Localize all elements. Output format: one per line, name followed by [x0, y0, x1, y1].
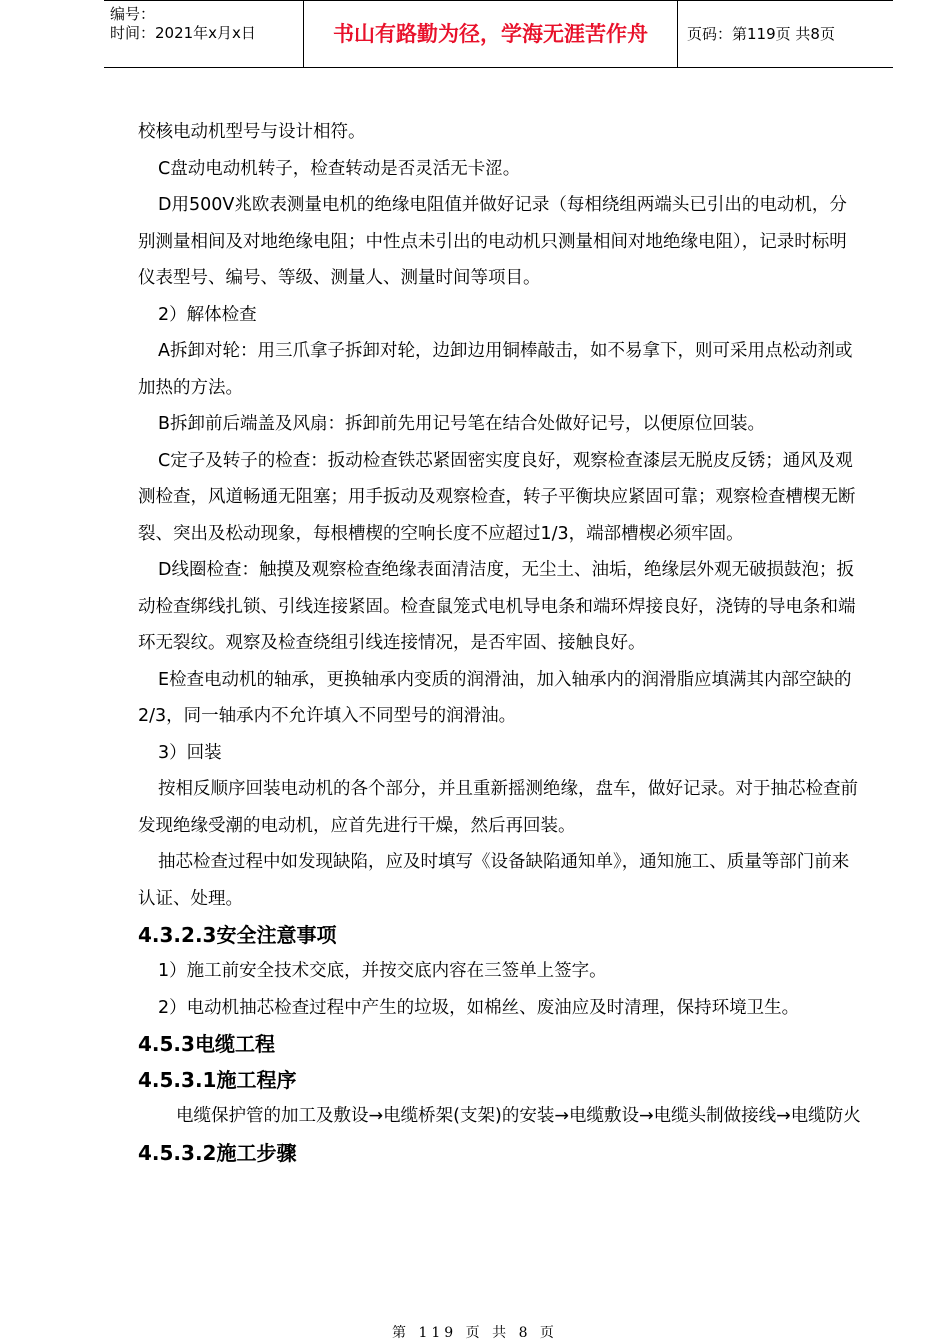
- body-paragraph: 2）电动机抽芯检查过程中产生的垃圾，如棉丝、废油应及时清理，保持环境卫生。: [158, 997, 800, 1018]
- body-paragraph: 按相反顺序回装电动机的各个部分，并且重新摇测绝缘，盘车，做好记录。对于抽芯检查前发现绝缘受潮的电动机，应首先进行干燥，然后再回装。: [138, 779, 858, 836]
- body-paragraph: 校核电动机型号与设计相符。: [138, 122, 366, 142]
- page-header: [104, 0, 893, 68]
- body-paragraph: C定子及转子的检查：扳动检查铁芯紧固密实度良好，观察检查漆层无脱皮反锈；通风及观测检查，风道畅通无阻塞；用手扳动及观察检查，转子平衡块应紧固可靠；观察检查槽楔无断裂、突出及松动现象，每根槽楔的空响长度不应超过1/3，端部槽楔必须牢固。: [138, 450, 856, 544]
- body-paragraph: 3）回装: [158, 742, 222, 763]
- section-heading: 4.5.3.2施工步骤: [138, 1140, 297, 1165]
- body-paragraph: 电缆保护管的加工及敷设→电缆桥架(支架)的安装→电缆敷设→电缆头制做接线→电缆防火: [176, 1106, 861, 1126]
- body-paragraph: 1）施工前安全技术交底，并按交底内容在三签单上签字。: [158, 961, 607, 981]
- section-heading: 4.5.3电缆工程: [138, 1032, 275, 1056]
- body-paragraph: D用500V兆欧表测量电机的绝缘电阻值并做好记录（每相绕组两端头已引出的电动机，分别测量相间及对地绝缘电阻；中性点未引出的电动机只测量相间对地绝缘电阻），记录时标明仪表型号、编号、等级、测量人、测量时间等项目。: [138, 195, 847, 288]
- header-page-info: 页码：第119页 共8页: [687, 25, 835, 43]
- section-heading: 4.5.3.1施工程序: [138, 1068, 297, 1092]
- body-paragraph: C盘动电动机转子，检查转动是否灵活无卡涩。: [158, 158, 521, 179]
- body-paragraph: E检查电动机的轴承，更换轴承内变质的润滑油，加入轴承内的润滑脂应填满其内部空缺的2/3，同一轴承内不允许填入不同型号的润滑油。: [138, 669, 852, 726]
- body-paragraph: 2）解体检查: [158, 304, 257, 325]
- header-meta-cell: [104, 1, 304, 67]
- document-date: 时间：2021年x月x日: [110, 24, 256, 42]
- body-paragraph: 抽芯检查过程中如发现缺陷，应及时填写《设备缺陷通知单》，通知施工、质量等部门前来认证、处理。: [138, 852, 850, 909]
- body-paragraph: B拆卸前后端盖及风扇：拆卸前先用记号笔在结合处做好记号，以便原位回装。: [158, 414, 766, 434]
- page-footer: 第 119 页 共 8 页: [392, 1325, 558, 1341]
- document-number-label: 编号：: [110, 5, 156, 23]
- body-paragraph: D线圈检查：触摸及观察检查绝缘表面清洁度，无尘土、油垢，绝缘层外观无破损鼓泡；扳动检查绑线扎锁、引线连接紧固。检查鼠笼式电机导电条和端环焊接良好，浇铸的导电条和端环无裂纹。观察及检查绕组引线连接情况，是否牢固、接触良好。: [138, 560, 856, 653]
- document-body: [138, 114, 863, 1171]
- header-motto: 书山有路勤为径，学海无涯苦作舟: [304, 1, 678, 67]
- body-paragraph: A拆卸对轮：用三爪拿子拆卸对轮，边卸边用铜棒敲击，如不易拿下，则可采用点松动剂或加热的方法。: [138, 341, 853, 398]
- section-heading: 4.3.2.3安全注意事项: [138, 923, 337, 947]
